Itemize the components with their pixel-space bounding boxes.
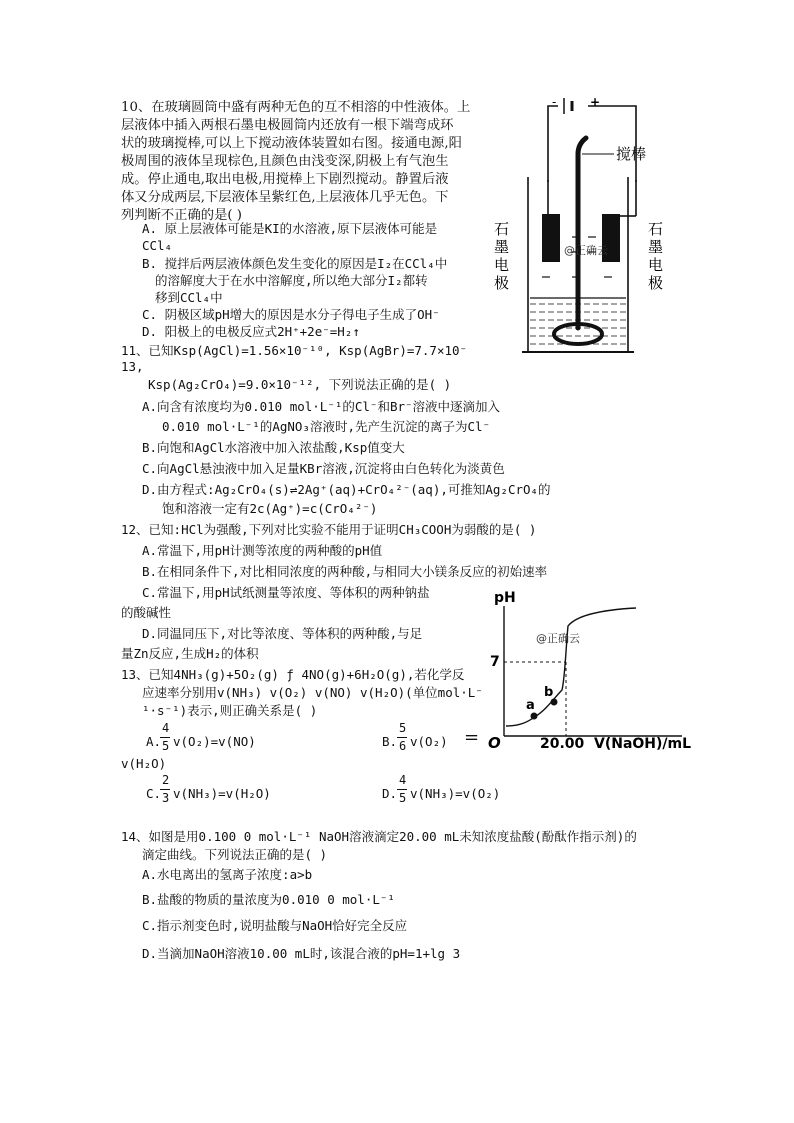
q13-c-prefix: C. (146, 786, 162, 801)
stir-rod-label: 搅棒 (616, 145, 647, 163)
q12-option-c: C.常温下,用pH试纸测量等浓度、等体积的两种钠盐 (142, 585, 430, 600)
q10-line-2: 层液体中插入两根石墨电极圆筒内还放有一根下端弯成环 (121, 118, 454, 133)
q13-d-expression: v(NH₃)=v(O₂) (410, 786, 501, 801)
q11-line-2: 13, (121, 359, 144, 374)
q11-line-1: 11、已知Ksp(AgCl)=1.56×10⁻¹⁰, Ksp(AgBr)=7.7×10⁻ (121, 343, 468, 358)
q10-option-a-cont: CCl₄ (142, 238, 173, 253)
point-b-label: b (544, 685, 554, 700)
q13-b-expression-cont: v(H₂O) (121, 756, 167, 771)
q12-option-c-cont: 的酸碱性 (121, 605, 172, 620)
q12-line-1: 12、已知:HCl为强酸,下列对比实验不能用于证明CH₃COOH为弱酸的是( ) (121, 522, 537, 537)
x-axis-label: V(NaOH)/mL (594, 736, 692, 752)
q11-line-3: Ksp(Ag₂CrO₄)=9.0×10⁻¹², 下列说法正确的是( ) (148, 377, 452, 392)
q10-line-1: 10、在玻璃圆筒中盛有两种无色的互不相溶的中性液体。上 (121, 100, 471, 115)
q11-option-d: D.由方程式:Ag₂CrO₄(s)⇌2Ag⁺(aq)+CrO₄²⁻(aq),可推知Ag₂CrO₄的 (142, 482, 551, 497)
q13-b-expression: v(O₂) (410, 734, 448, 749)
q13-a-prefix: A. (146, 734, 162, 749)
q13-line-2: 应速率分别用v(NH₃) v(O₂) v(NO) v(H₂O)(单位mol·L⁻ (142, 685, 483, 700)
q10-line-7: 列判断不正确的是( ) (121, 208, 242, 223)
left-electrode (542, 214, 560, 262)
watermark-cell: @正确云 (564, 244, 608, 257)
q10-line-6: 体又分成两层,下层液体呈紫红色,上层液体几乎无色。下 (121, 190, 449, 205)
ph-7-tick: 7 (490, 654, 500, 670)
right-label-3: 电 (648, 256, 664, 274)
q13-line-3: ¹·s⁻¹)表示,则正确关系是( ) (142, 703, 318, 718)
left-label-1: 石 (494, 220, 510, 238)
q11-option-a-cont: 0.010 mol·L⁻¹的AgNO₃溶液时,先产生沉淀的离子为Cl⁻ (162, 419, 491, 434)
q10-option-a: A. 原上层液体可能是KI的水溶液,原下层液体可能是 (142, 221, 438, 236)
q11-option-c: C.向AgCl悬浊液中加入足量KBr溶液,沉淀将由白色转化为淡黄色 (142, 461, 505, 476)
q12-option-d: D.同温同压下,对比等浓度、等体积的两种酸,与足 (142, 626, 423, 641)
q14-option-a: A.水电离出的氢离子浓度:a>b (142, 867, 313, 882)
q12-option-a: A.常温下,用pH计测等浓度的两种酸的pH值 (142, 543, 383, 558)
right-label-2: 墨 (648, 238, 664, 256)
q13-c-numerator: 2 (162, 773, 170, 787)
ph-axis-label: pH (494, 590, 516, 606)
point-a-label: a (526, 698, 535, 713)
q11-option-a: A.向含有浓度均为0.010 mol·L⁻¹的Cl⁻和Br⁻溶液中逐滴加入 (142, 399, 501, 414)
q13-b-prefix: B. (382, 734, 398, 749)
origin-label: O (488, 734, 501, 752)
q10-line-4: 极周围的液体呈现棕色,且颜色由浅变深,阴极上有气泡生 (121, 154, 449, 169)
q13-c-expression: v(NH₃)=v(H₂O) (173, 786, 271, 801)
q14-option-d: D.当滴加NaOH溶液10.00 mL时,该混合液的pH=1+lg 3 (142, 946, 461, 961)
q12-option-d-cont: 量Zn反应,生成H₂的体积 (121, 646, 259, 661)
q13-a-denominator: 5 (162, 739, 170, 753)
x-20-tick: 20.00 (540, 736, 585, 752)
q13-line-1: 13、已知4NH₃(g)+5O₂(g) ƒ 4NO(g)+6H₂O(g),若化学反 (121, 667, 465, 682)
q13-d-numerator: 4 (399, 773, 407, 787)
q13-d-prefix: D. (382, 786, 398, 801)
point-a (531, 713, 538, 720)
q11-option-d-cont: 饱和溶液一定有2c(Ag⁺)=c(CrO₄²⁻) (162, 501, 378, 516)
q10-option-b-cont1: 的溶解度大于在水中溶解度,所以绝大部分I₂都转 (155, 273, 428, 288)
q14-option-c: C.指示剂变色时,说明盐酸与NaOH恰好完全反应 (142, 918, 408, 933)
left-label-4: 极 (494, 274, 510, 292)
q10-option-b: B. 搅拌后两层液体颜色发生变化的原因是I₂在CCl₄中 (142, 256, 448, 271)
right-label-4: 极 (648, 274, 664, 292)
titration-curve-figure (486, 586, 696, 754)
left-label-2: 墨 (494, 238, 510, 256)
q13-b-numerator: 5 (399, 721, 407, 735)
q10-line-3: 状的玻璃搅棒,可以上下搅动液体装置如右图。接通电源,阳 (121, 136, 462, 151)
q11-option-b: B.向饱和AgCl水溶液中加入浓盐酸,Ksp值变大 (142, 440, 405, 455)
q14-line-2: 滴定曲线。下列说法正确的是( ) (142, 847, 328, 862)
electrolysis-figure (486, 92, 676, 360)
q13-a-expression: v(O₂)=v(NO) (173, 734, 256, 749)
q10-line-5: 成。停止通电,取出电极,用搅棒上下剧烈搅动。静置后液 (121, 172, 449, 187)
q14-option-b: B.盐酸的物质的量浓度为0.010 0 mol·L⁻¹ (142, 892, 395, 907)
stirring-rod (578, 138, 586, 328)
q12-option-b: B.在相同条件下,对比相同浓度的两种酸,与相同大小镁条反应的初始速率 (142, 564, 548, 579)
plus-sign: + (590, 95, 601, 109)
q13-a-numerator: 4 (162, 721, 170, 735)
q13-b-denominator: 6 (399, 739, 407, 753)
q14-line-1: 14、如图是用0.100 0 mol·L⁻¹ NaOH溶液滴定20.00 mL未知浓度盐酸(酚酞作指示剂)的 (121, 829, 637, 844)
q13-c-denominator: 3 (162, 791, 170, 805)
q13-d-denominator: 5 (399, 791, 407, 805)
q10-option-b-cont2: 移到CCl₄中 (155, 290, 223, 305)
q10-option-c: C. 阴极区域pH增大的原因是水分子得电子生成了OH⁻ (142, 307, 440, 322)
minus-sign: - (552, 95, 557, 109)
watermark-curve: @正确云 (536, 632, 580, 645)
left-label-3: 电 (494, 256, 510, 274)
q13-b-equals: = (464, 727, 480, 748)
q10-option-d: D. 阳极上的电极反应式2H⁺+2e⁻=H₂↑ (142, 324, 360, 339)
right-label-1: 石 (648, 220, 664, 238)
